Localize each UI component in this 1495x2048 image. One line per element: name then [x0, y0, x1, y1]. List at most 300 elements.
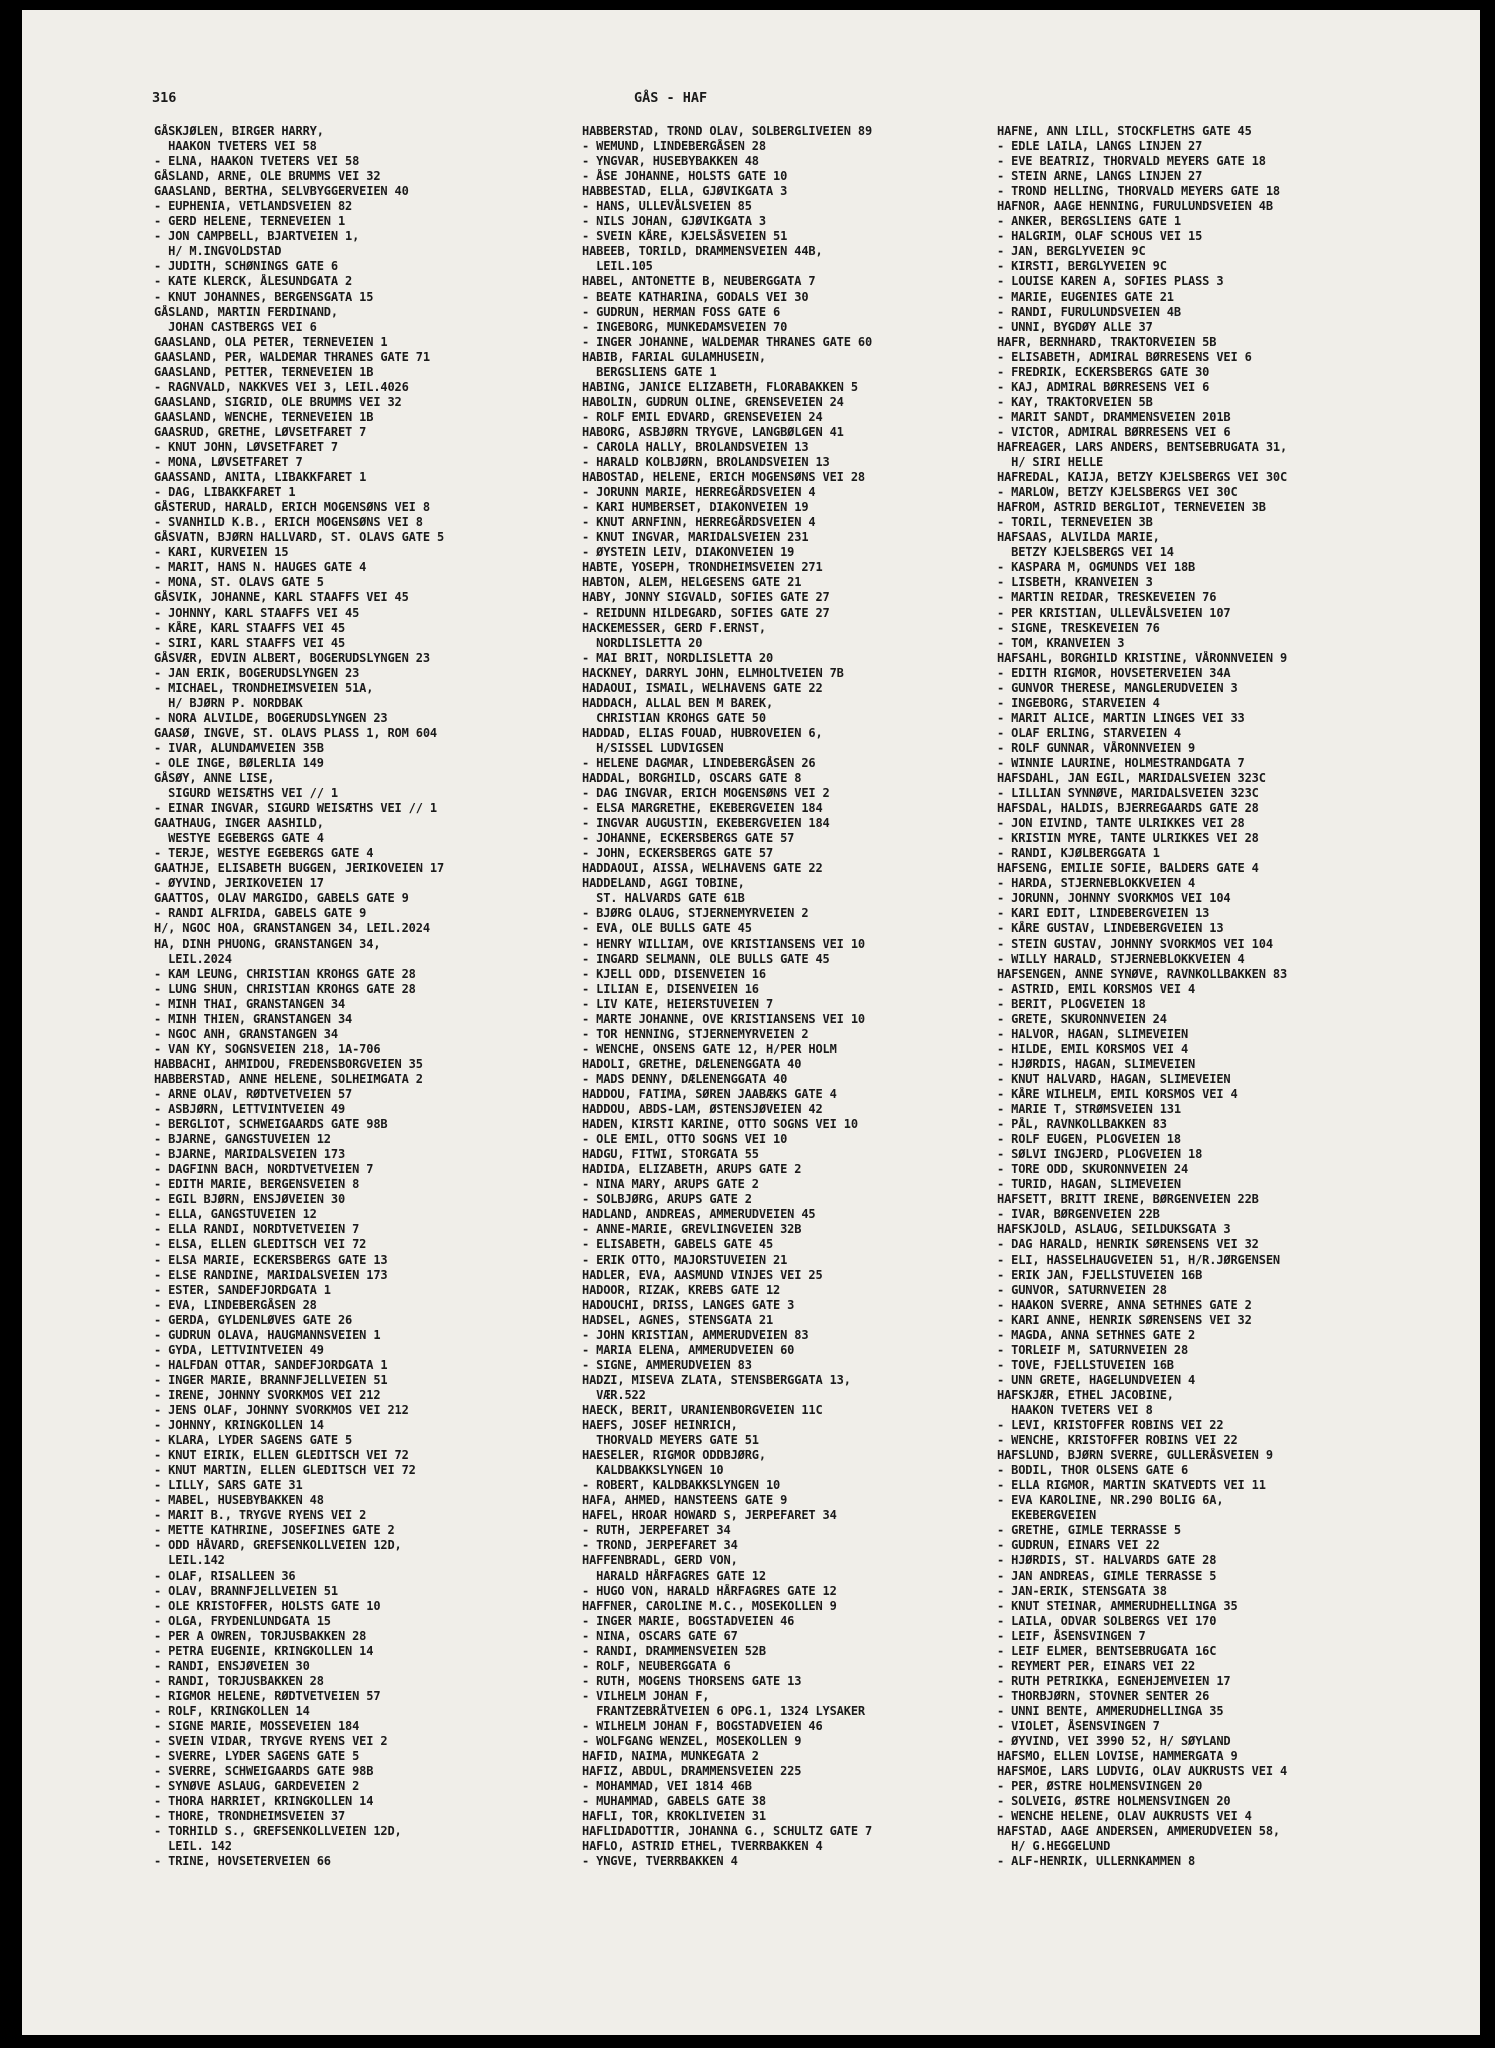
- directory-entry: - MAI BRIT, NORDLISLETTA 20: [582, 650, 774, 665]
- directory-entry: - MINH THIEN, GRANSTANGEN 34: [154, 1011, 353, 1026]
- directory-entry: - KARI HUMBERSET, DIAKONVEIEN 19: [582, 500, 809, 515]
- directory-entry: HABEL, ANTONETTE B, NEUBERGGATA 7: [582, 274, 816, 289]
- directory-entry: - INGER MARIE, BOGSTADVEIEN 46: [582, 1613, 795, 1628]
- directory-entry: - SVANHILD K.B., ERICH MOGENSØNS VEI 8: [154, 515, 423, 530]
- directory-entry: HABTON, ALEM, HELGESENS GATE 21: [582, 575, 802, 590]
- directory-entry: - CAROLA HALLY, BROLANDSVEIEN 13: [582, 439, 809, 454]
- directory-entry: HAFSDAL, HALDIS, BJERREGAARDS GATE 28: [997, 801, 1259, 816]
- directory-entry: - BJØRG OLAUG, STJERNEMYRVEIEN 2: [582, 906, 809, 921]
- directory-entry: - YNGVE, TVERRBAKKEN 4: [582, 1854, 738, 1869]
- directory-entry: - TOR HENNING, STJERNEMYRVEIEN 2: [582, 1026, 809, 1041]
- directory-entry: - KASPARA M, OGMUNDS VEI 18B: [997, 560, 1196, 575]
- directory-entry: HABING, JANICE ELIZABETH, FLORABAKKEN 5: [582, 379, 858, 394]
- directory-entry: - PETRA EUGENIE, KRINGKOLLEN 14: [154, 1643, 374, 1658]
- directory-entry: H/ G.HEGGELUND: [997, 1839, 1111, 1854]
- directory-entry: HAFSAAS, ALVILDA MARIE,: [997, 530, 1160, 545]
- directory-entry: - STEIN ARNE, LANGS LINJEN 27: [997, 169, 1203, 184]
- directory-entry: - TORLEIF M, SATURNVEIEN 28: [997, 1342, 1189, 1357]
- directory-entry: - TORE ODD, SKURONNVEIEN 24: [997, 1162, 1189, 1177]
- directory-entry: - MARIT SANDT, DRAMMENSVEIEN 201B: [997, 409, 1231, 424]
- directory-entry: - EDITH MARIE, BERGENSVEIEN 8: [154, 1177, 360, 1192]
- directory-entry: - MINH THAI, GRANSTANGEN 34: [154, 996, 346, 1011]
- directory-entry: - JOHNNY, KRINGKOLLEN 14: [154, 1418, 324, 1433]
- directory-entry: HAFA, AHMED, HANSTEENS GATE 9: [582, 1493, 788, 1508]
- directory-entry: VÆR.522: [582, 1387, 646, 1402]
- directory-entry: - JENS OLAF, JOHNNY SVORKMOS VEI 212: [154, 1402, 409, 1417]
- directory-entry: GAATTOS, OLAV MARGIDO, GABELS GATE 9: [154, 891, 409, 906]
- directory-entry: - MARTIN REIDAR, TRESKEVEIEN 76: [997, 590, 1217, 605]
- directory-entry: - MAGDA, ANNA SETHNES GATE 2: [997, 1327, 1196, 1342]
- directory-entry: - SIGNE MARIE, MOSSEVEIEN 184: [154, 1718, 360, 1733]
- directory-entry: - JOHN, ECKERSBERGS GATE 57: [582, 846, 774, 861]
- directory-entry: - ELI, HASSELHAUGVEIEN 51, H/R.JØRGENSEN: [997, 1252, 1280, 1267]
- directory-entry: - WENCHE, KRISTOFFER ROBINS VEI 22: [997, 1433, 1238, 1448]
- directory-entry: HAFSTAD, AAGE ANDERSEN, AMMERUDVEIEN 58,: [997, 1824, 1280, 1839]
- directory-entry: - IVAR, ALUNDAMVEIEN 35B: [154, 740, 324, 755]
- directory-entry: GÅSVÆR, EDVIN ALBERT, BOGERUDSLYNGEN 23: [154, 650, 430, 665]
- directory-entry: - OLE EMIL, OTTO SOGNS VEI 10: [582, 1132, 788, 1147]
- directory-entry: - EVA, OLE BULLS GATE 45: [582, 921, 752, 936]
- directory-entry: HAFSKJOLD, ASLAUG, SEILDUKSGATA 3: [997, 1222, 1231, 1237]
- directory-entry: - DAG HARALD, HENRIK SØRENSENS VEI 32: [997, 1237, 1259, 1252]
- directory-entry: - TOM, KRANVEIEN 3: [997, 635, 1125, 650]
- directory-entry: LEIL.105: [582, 259, 653, 274]
- directory-entry: - RIGMOR HELENE, RØDTVETVEIEN 57: [154, 1688, 381, 1703]
- directory-entry: - KARI, KURVEIEN 15: [154, 545, 289, 560]
- directory-entry: HAFLIDADOTTIR, JOHANNA G., SCHULTZ GATE 7: [582, 1824, 873, 1839]
- directory-entry: - KNUT ARNFINN, HERREGÅRDSVEIEN 4: [582, 515, 816, 530]
- directory-column-3: [997, 124, 1387, 1869]
- directory-entry: - BJARNE, GANGSTUVEIEN 12: [154, 1132, 331, 1147]
- directory-entry: - KAM LEUNG, CHRISTIAN KROHGS GATE 28: [154, 966, 416, 981]
- directory-entry: - TORIL, TERNEVEIEN 3B: [997, 515, 1153, 530]
- directory-entry: JOHAN CASTBERGS VEI 6: [154, 319, 317, 334]
- directory-entry: - RANDI, ENSJØVEIEN 30: [154, 1658, 310, 1673]
- directory-entry: - VILHELM JOHAN F,: [582, 1688, 710, 1703]
- directory-entry: HAFREAGER, LARS ANDERS, BENTSEBRUGATA 31,: [997, 439, 1288, 454]
- directory-entry: - KARI EDIT, LINDEBERGVEIEN 13: [997, 906, 1210, 921]
- directory-entry: GÅSVATN, BJØRN HALLVARD, ST. OLAVS GATE 5: [154, 530, 445, 545]
- directory-entry: NORDLISLETTA 20: [582, 635, 703, 650]
- directory-entry: - MARIT B., TRYGVE RYENS VEI 2: [154, 1508, 367, 1523]
- directory-entry: HADDOU, ABDS-LAM, ØSTENSJØVEIEN 42: [582, 1102, 823, 1117]
- directory-entry: - WILHELM JOHAN F, BOGSTADVEIEN 46: [582, 1718, 823, 1733]
- directory-entry: HABORG, ASBJØRN TRYGVE, LANGBØLGEN 41: [582, 424, 844, 439]
- directory-entry: - JOHANNE, ECKERSBERGS GATE 57: [582, 831, 795, 846]
- directory-entry: - HENRY WILLIAM, OVE KRISTIANSENS VEI 10: [582, 936, 865, 951]
- directory-entry: HABOLIN, GUDRUN OLINE, GRENSEVEIEN 24: [582, 394, 844, 409]
- directory-entry: - ANKER, BERGSLIENS GATE 1: [997, 214, 1181, 229]
- directory-entry: - ELLA RANDI, NORDTVETVEIEN 7: [154, 1222, 360, 1237]
- directory-entry: - INGEBORG, MUNKEDAMSVEIEN 70: [582, 319, 788, 334]
- directory-entry: HADOOR, RIZAK, KREBS GATE 12: [582, 1282, 781, 1297]
- directory-entry: HAAKON TVETERS VEI 58: [154, 139, 317, 154]
- directory-entry: - KAY, TRAKTORVEIEN 5B: [997, 394, 1153, 409]
- directory-entry: HABBERSTAD, ANNE HELENE, SOLHEIMGATA 2: [154, 1071, 423, 1086]
- directory-entry: GAATHJE, ELISABETH BUGGEN, JERIKOVEIEN 17: [154, 861, 445, 876]
- directory-entry: - INGER JOHANNE, WALDEMAR THRANES GATE 60: [582, 334, 873, 349]
- directory-entry: - HILDE, EMIL KORSMOS VEI 4: [997, 1041, 1189, 1056]
- directory-entry: HAECK, BERIT, URANIENBORGVEIEN 11C: [582, 1402, 823, 1417]
- directory-entry: - OLAF, RISALLEEN 36: [154, 1568, 296, 1583]
- directory-entry: - MARLOW, BETZY KJELSBERGS VEI 30C: [997, 485, 1238, 500]
- directory-entry: - OLAF ERLING, STARVEIEN 4: [997, 725, 1181, 740]
- directory-entry: - DAGFINN BACH, NORDTVETVEIEN 7: [154, 1162, 374, 1177]
- directory-entry: - JORUNN MARIE, HERREGÅRDSVEIEN 4: [582, 485, 816, 500]
- directory-entry: - BERIT, PLOGVEIEN 18: [997, 996, 1146, 1011]
- directory-entry: - JON CAMPBELL, BJARTVEIEN 1,: [154, 229, 360, 244]
- directory-entry: HAESELER, RIGMOR ODDBJØRG,: [582, 1448, 766, 1463]
- directory-entry: - ROLF EMIL EDVARD, GRENSEVEIEN 24: [582, 409, 823, 424]
- directory-entry: - INGER MARIE, BRANNFJELLVEIEN 51: [154, 1372, 388, 1387]
- directory-entry: - TOVE, FJELLSTUVEIEN 16B: [997, 1357, 1174, 1372]
- directory-entry: - KNUT JOHANNES, BERGENSGATA 15: [154, 289, 374, 304]
- directory-entry: H/ BJØRN P. NORDBAK: [154, 695, 303, 710]
- directory-entry: - KÅRE GUSTAV, LINDEBERGVEIEN 13: [997, 921, 1224, 936]
- directory-entry: HABBACHI, AHMIDOU, FREDENSBORGVEIEN 35: [154, 1056, 423, 1071]
- directory-entry: - TRINE, HOVSETERVEIEN 66: [154, 1854, 331, 1869]
- directory-entry: - RUTH, JERPEFARET 34: [582, 1523, 731, 1538]
- directory-entry: - JUDITH, SCHØNINGS GATE 6: [154, 259, 338, 274]
- directory-entry: - HALVOR, HAGAN, SLIMEVEIEN: [997, 1026, 1189, 1041]
- directory-column-1: [154, 124, 544, 1869]
- directory-entry: - WINNIE LAURINE, HOLMESTRANDGATA 7: [997, 755, 1245, 770]
- directory-entry: - EVA, LINDEBERGÅSEN 28: [154, 1297, 317, 1312]
- directory-entry: - WENCHE, ONSENS GATE 12, H/PER HOLM: [582, 1041, 837, 1056]
- directory-entry: - KÅRE WILHELM, EMIL KORSMOS VEI 4: [997, 1087, 1238, 1101]
- directory-entry: GÅSLAND, ARNE, OLE BRUMMS VEI 32: [154, 169, 381, 184]
- directory-entry: GAASRUD, GRETHE, LØVSETFARET 7: [154, 424, 367, 439]
- directory-entry: HAFIZ, ABDUL, DRAMMENSVEIEN 225: [582, 1764, 802, 1779]
- directory-entry: - FREDRIK, ECKERSBERGS GATE 30: [997, 364, 1210, 379]
- directory-entry: HABY, JONNY SIGVALD, SOFIES GATE 27: [582, 590, 830, 605]
- directory-entry: - THORA HARRIET, KRINGKOLLEN 14: [154, 1794, 374, 1809]
- directory-entry: - LUNG SHUN, CHRISTIAN KROHGS GATE 28: [154, 981, 416, 996]
- directory-entry: HAFLI, TOR, KROKLIVEIEN 31: [582, 1809, 766, 1824]
- directory-entry: - HANS, ULLEVÅLSVEIEN 85: [582, 199, 752, 214]
- directory-entry: - HELENE DAGMAR, LINDEBERGÅSEN 26: [582, 755, 816, 770]
- directory-entry: - MABEL, HUSEBYBAKKEN 48: [154, 1493, 324, 1508]
- directory-entry: - INGEBORG, STARVEIEN 4: [997, 695, 1160, 710]
- directory-entry: - ELLA RIGMOR, MARTIN SKATVEDTS VEI 11: [997, 1478, 1266, 1493]
- directory-entry: - HALFDAN OTTAR, SANDEFJORDGATA 1: [154, 1357, 388, 1372]
- directory-entry: - ELSA MARIE, ECKERSBERGS GATE 13: [154, 1252, 388, 1267]
- directory-entry: - NINA MARY, ARUPS GATE 2: [582, 1177, 759, 1192]
- directory-entry: - REYMERT PER, EINARS VEI 22: [997, 1658, 1196, 1673]
- directory-entry: - EDLE LAILA, LANGS LINJEN 27: [997, 139, 1203, 154]
- directory-entry: - ÅSE JOHANNE, HOLSTS GATE 10: [582, 169, 788, 184]
- directory-entry: - SIRI, KARL STAAFFS VEI 45: [154, 635, 346, 650]
- directory-entry: - WILLY HARALD, STJERNEBLOKKVEIEN 4: [997, 951, 1245, 966]
- directory-entry: - MUHAMMAD, GABELS GATE 38: [582, 1794, 766, 1809]
- directory-entry: - LEIF ELMER, BENTSEBRUGATA 16C: [997, 1643, 1217, 1658]
- directory-entry: - KJELL ODD, DISENVEIEN 16: [582, 966, 766, 981]
- directory-entry: HAFFENBRADL, GERD VON,: [582, 1553, 738, 1568]
- directory-entry: LEIL.2024: [154, 951, 232, 966]
- directory-entry: HAFNE, ANN LILL, STOCKFLETHS GATE 45: [997, 124, 1252, 138]
- directory-entry: - TORHILD S., GREFSENKOLLVEIEN 12D,: [154, 1824, 402, 1839]
- directory-entry: - VAN KY, SOGNSVEIEN 218, 1A-706: [154, 1041, 381, 1056]
- directory-entry: - ØYVIND, JERIKOVEIEN 17: [154, 876, 324, 891]
- directory-entry: HADDACH, ALLAL BEN M BAREK,: [582, 695, 774, 710]
- directory-entry: - MARIT, HANS N. HAUGES GATE 4: [154, 560, 367, 575]
- directory-entry: - RANDI ALFRIDA, GABELS GATE 9: [154, 906, 367, 921]
- directory-entry: - WOLFGANG WENZEL, MOSEKOLLEN 9: [582, 1734, 802, 1749]
- directory-entry: - JAN-ERIK, STENSGATA 38: [997, 1583, 1167, 1598]
- directory-entry: - JAN ANDREAS, GIMLE TERRASSE 5: [997, 1568, 1217, 1583]
- directory-entry: - KLARA, LYDER SAGENS GATE 5: [154, 1433, 353, 1448]
- directory-entry: - RANDI, DRAMMENSVEIEN 52B: [582, 1643, 766, 1658]
- directory-entry: - DAG INGVAR, ERICH MOGENSØNS VEI 2: [582, 786, 830, 801]
- directory-entry: HAFSENGEN, ANNE SYNØVE, RAVNKOLLBAKKEN 83: [997, 966, 1288, 981]
- directory-entry: - MONA, LØVSETFARET 7: [154, 455, 303, 470]
- directory-entry: - SVEIN KÅRE, KJELSÅSVEIEN 51: [582, 229, 788, 244]
- directory-entry: - MOHAMMAD, VEI 1814 46B: [582, 1779, 752, 1794]
- directory-entry: HADDAD, ELIAS FOUAD, HUBROVEIEN 6,: [582, 725, 823, 740]
- directory-entry: HACKEMESSER, GERD F.ERNST,: [582, 620, 766, 635]
- directory-entry: - RAGNVALD, NAKKVES VEI 3, LEIL.4026: [154, 379, 409, 394]
- directory-entry: HAFNOR, AAGE HENNING, FURULUNDSVEIEN 4B: [997, 199, 1273, 214]
- directory-entry: HAFSETT, BRITT IRENE, BØRGENVEIEN 22B: [997, 1192, 1259, 1207]
- directory-entry: - TERJE, WESTYE EGEBERGS GATE 4: [154, 846, 374, 861]
- directory-entry: - MARIT ALICE, MARTIN LINGES VEI 33: [997, 710, 1245, 725]
- directory-entry: HAFSMOE, LARS LUDVIG, OLAV AUKRUSTS VEI 4: [997, 1764, 1288, 1779]
- directory-entry: HAFFNER, CAROLINE M.C., MOSEKOLLEN 9: [582, 1598, 837, 1613]
- directory-entry: GAASSAND, ANITA, LIBAKKFARET 1: [154, 470, 367, 485]
- directory-entry: - IRENE, JOHNNY SVORKMOS VEI 212: [154, 1387, 381, 1402]
- directory-entry: HAFSKJÆR, ETHEL JACOBINE,: [997, 1387, 1174, 1402]
- directory-entry: - LILLIAN SYNNØVE, MARIDALSVEIEN 323C: [997, 786, 1259, 801]
- directory-entry: - WENCHE HELENE, OLAV AUKRUSTS VEI 4: [997, 1809, 1252, 1824]
- directory-entry: - EVA KAROLINE, NR.290 BOLIG 6A,: [997, 1493, 1224, 1508]
- directory-entry: - HUGO VON, HARALD HÅRFAGRES GATE 12: [582, 1583, 837, 1598]
- directory-entry: - SØLVI INGJERD, PLOGVEIEN 18: [997, 1147, 1203, 1162]
- directory-entry: - OLAV, BRANNFJELLVEIEN 51: [154, 1583, 338, 1598]
- directory-entry: HABBERSTAD, TROND OLAV, SOLBERGLIVEIEN 89: [582, 124, 873, 138]
- directory-entry: - HARALD KOLBJØRN, BROLANDSVEIEN 13: [582, 455, 830, 470]
- directory-entry: - SVEIN VIDAR, TRYGVE RYENS VEI 2: [154, 1734, 388, 1749]
- directory-entry: - INGVAR AUGUSTIN, EKEBERGVEIEN 184: [582, 816, 830, 831]
- directory-entry: - TURID, HAGAN, SLIMEVEIEN: [997, 1177, 1181, 1192]
- directory-entry: - ROLF, NEUBERGGATA 6: [582, 1658, 731, 1673]
- directory-entry: - BERGLIOT, SCHWEIGAARDS GATE 98B: [154, 1117, 388, 1132]
- directory-entry: GAASLAND, BERTHA, SELVBYGGERVEIEN 40: [154, 184, 409, 199]
- directory-entry: - LEIF, ÅSENSVINGEN 7: [997, 1628, 1146, 1643]
- directory-entry: - MICHAEL, TRONDHEIMSVEIEN 51A,: [154, 680, 374, 695]
- directory-entry: HADOUCHI, DRISS, LANGES GATE 3: [582, 1297, 795, 1312]
- directory-entry: HAFSMO, ELLEN LOVISE, HAMMERGATA 9: [997, 1749, 1238, 1764]
- directory-entry: HADIDA, ELIZABETH, ARUPS GATE 2: [582, 1162, 802, 1177]
- directory-entry: - NGOC ANH, GRANSTANGEN 34: [154, 1026, 338, 1041]
- directory-entry: - ANNE-MARIE, GREVLINGVEIEN 32B: [582, 1222, 802, 1237]
- directory-entry: HARALD HÅRFAGRES GATE 12: [582, 1568, 766, 1583]
- directory-entry: - TROND, JERPEFARET 34: [582, 1538, 738, 1553]
- directory-entry: - GRETHE, GIMLE TERRASSE 5: [997, 1523, 1181, 1538]
- directory-entry: WESTYE EGEBERGS GATE 4: [154, 831, 324, 846]
- directory-entry: - KNUT HALVARD, HAGAN, SLIMEVEIEN: [997, 1071, 1231, 1086]
- page-number: 316: [152, 90, 177, 106]
- directory-entry: - KIRSTI, BERGLYVEIEN 9C: [997, 259, 1167, 274]
- directory-entry: HAFSLUND, BJØRN SVERRE, GULLERÅSVEIEN 9: [997, 1448, 1273, 1463]
- directory-entry: - PER, ØSTRE HOLMENSVINGEN 20: [997, 1779, 1203, 1794]
- directory-entry: - MARIE, EUGENIES GATE 21: [997, 289, 1174, 304]
- directory-entry: HADLER, EVA, AASMUND VINJES VEI 25: [582, 1267, 823, 1282]
- directory-entry: - SVERRE, SCHWEIGAARDS GATE 98B: [154, 1764, 374, 1779]
- directory-entry: HAFSAHL, BORGHILD KRISTINE, VÅRONNVEIEN 9: [997, 650, 1288, 665]
- directory-entry: THORVALD MEYERS GATE 51: [582, 1433, 759, 1448]
- directory-entry: - ELISABETH, GABELS GATE 45: [582, 1237, 774, 1252]
- directory-entry: - KNUT MARTIN, ELLEN GLEDITSCH VEI 72: [154, 1463, 416, 1478]
- directory-entry: - THORE, TRONDHEIMSVEIEN 37: [154, 1809, 346, 1824]
- directory-entry: BERGSLIENS GATE 1: [582, 364, 717, 379]
- directory-entry: - STEIN GUSTAV, JOHNNY SVORKMOS VEI 104: [997, 936, 1273, 951]
- directory-entry: - KNUT INGVAR, MARIDALSVEIEN 231: [582, 530, 809, 545]
- directory-entry: - EVE BEATRIZ, THORVALD MEYERS GATE 18: [997, 154, 1266, 169]
- directory-entry: - RUTH, MOGENS THORSENS GATE 13: [582, 1673, 802, 1688]
- directory-entry: - KRISTIN MYRE, TANTE ULRIKKES VEI 28: [997, 831, 1259, 846]
- directory-entry: - HAAKON SVERRE, ANNA SETHNES GATE 2: [997, 1297, 1252, 1312]
- directory-entry: HABOSTAD, HELENE, ERICH MOGENSØNS VEI 28: [582, 470, 865, 485]
- directory-entry: KALDBAKKSLYNGEN 10: [582, 1463, 724, 1478]
- directory-entry: - DAG, LIBAKKFARET 1: [154, 485, 296, 500]
- directory-entry: HADOLI, GRETHE, DÆLENENGGATA 40: [582, 1056, 802, 1071]
- directory-entry: - BODIL, THOR OLSENS GATE 6: [997, 1463, 1189, 1478]
- directory-entry: HACKNEY, DARRYL JOHN, ELMHOLTVEIEN 7B: [582, 665, 844, 680]
- directory-entry: - ELSA, ELLEN GLEDITSCH VEI 72: [154, 1237, 367, 1252]
- directory-entry: - PER A OWREN, TORJUSBAKKEN 28: [154, 1628, 367, 1643]
- directory-entry: GÅSØY, ANNE LISE,: [154, 771, 275, 786]
- directory-entry: - ELSA MARGRETHE, EKEBERGVEIEN 184: [582, 801, 823, 816]
- directory-entry: - METTE KATHRINE, JOSEFINES GATE 2: [154, 1523, 395, 1538]
- directory-entry: HAFSENG, EMILIE SOFIE, BALDERS GATE 4: [997, 861, 1259, 876]
- directory-entry: - SIGNE, TRESKEVEIEN 76: [997, 620, 1160, 635]
- directory-page: [22, 10, 1480, 2035]
- directory-entry: HAFR, BERNHARD, TRAKTORVEIEN 5B: [997, 334, 1217, 349]
- directory-entry: - KARI ANNE, HENRIK SØRENSENS VEI 32: [997, 1312, 1252, 1327]
- directory-entry: - BJARNE, MARIDALSVEIEN 173: [154, 1147, 346, 1162]
- directory-entry: - ERIK OTTO, MAJORSTUVEIEN 21: [582, 1252, 788, 1267]
- directory-entry: HABTE, YOSEPH, TRONDHEIMSVEIEN 271: [582, 560, 823, 575]
- directory-entry: - ELISABETH, ADMIRAL BØRRESENS VEI 6: [997, 349, 1252, 364]
- directory-entry: HABIB, FARIAL GULAMHUSEIN,: [582, 349, 766, 364]
- directory-entry: H/ M.INGVOLDSTAD: [154, 244, 282, 259]
- directory-entry: - PÅL, RAVNKOLLBAKKEN 83: [997, 1117, 1167, 1132]
- directory-entry: - JOHNNY, KARL STAAFFS VEI 45: [154, 605, 360, 620]
- directory-entry: - EUPHENIA, VETLANDSVEIEN 82: [154, 199, 353, 214]
- directory-entry: GÅSKJØLEN, BIRGER HARRY,: [154, 124, 324, 138]
- directory-entry: HAFEL, HROAR HOWARD S, JERPEFARET 34: [582, 1508, 837, 1523]
- directory-entry: GÅSVIK, JOHANNE, KARL STAAFFS VEI 45: [154, 590, 409, 605]
- directory-entry: - UNNI BENTE, AMMERUDHELLINGA 35: [997, 1703, 1224, 1718]
- directory-entry: HADGU, FITWI, STORGATA 55: [582, 1147, 759, 1162]
- directory-entry: - ERIK JAN, FJELLSTUVEIEN 16B: [997, 1267, 1203, 1282]
- directory-entry: HAFREDAL, KAIJA, BETZY KJELSBERGS VEI 30C: [997, 470, 1288, 485]
- directory-entry: - BEATE KATHARINA, GODALS VEI 30: [582, 289, 809, 304]
- directory-entry: HADDAL, BORGHILD, OSCARS GATE 8: [582, 771, 802, 786]
- directory-entry: - MONA, ST. OLAVS GATE 5: [154, 575, 324, 590]
- directory-entry: HAFROM, ASTRID BERGLIOT, TERNEVEIEN 3B: [997, 500, 1266, 515]
- directory-entry: - ESTER, SANDEFJORDGATA 1: [154, 1282, 331, 1297]
- directory-entry: - GRETE, SKURONNVEIEN 24: [997, 1011, 1167, 1026]
- directory-entry: - RUTH PETRIKKA, EGNEHJEMVEIEN 17: [997, 1673, 1231, 1688]
- directory-entry: - KNUT JOHN, LØVSETFARET 7: [154, 439, 338, 454]
- directory-entry: - MARIA ELENA, AMMERUDVEIEN 60: [582, 1342, 795, 1357]
- directory-entry: - RANDI, FURULUNDSVEIEN 4B: [997, 304, 1181, 319]
- directory-entry: - EINAR INGVAR, SIGURD WEISÆTHS VEI // 1: [154, 801, 437, 816]
- directory-entry: - GUDRUN, EINARS VEI 22: [997, 1538, 1160, 1553]
- directory-entry: HADDAOUI, AISSA, WELHAVENS GATE 22: [582, 861, 823, 876]
- directory-entry: - NILS JOHAN, GJØVIKGATA 3: [582, 214, 766, 229]
- page-range-header: GÅS - HAF: [634, 90, 708, 106]
- directory-entry: - JAN ERIK, BOGERUDSLYNGEN 23: [154, 665, 360, 680]
- directory-entry: LEIL. 142: [154, 1839, 232, 1854]
- directory-entry: GAASLAND, OLA PETER, TERNEVEIEN 1: [154, 334, 388, 349]
- directory-entry: GAASLAND, SIGRID, OLE BRUMMS VEI 32: [154, 394, 402, 409]
- directory-entry: - RANDI, KJØLBERGGATA 1: [997, 846, 1160, 861]
- directory-entry: - ASBJØRN, LETTVINTVEIEN 49: [154, 1102, 346, 1117]
- directory-entry: - ELLA, GANGSTUVEIEN 12: [154, 1207, 317, 1222]
- directory-entry: - MARIE T, STRØMSVEIEN 131: [997, 1102, 1181, 1117]
- directory-entry: - WEMUND, LINDEBERGÅSEN 28: [582, 139, 766, 154]
- directory-entry: GAASLAND, WENCHE, TERNEVEIEN 1B: [154, 409, 374, 424]
- directory-entry: EKEBERGVEIEN: [997, 1508, 1097, 1523]
- directory-entry: HAEFS, JOSEF HEINRICH,: [582, 1418, 738, 1433]
- directory-entry: - JOHN KRISTIAN, AMMERUDVEIEN 83: [582, 1327, 809, 1342]
- directory-entry: - LOUISE KAREN A, SOFIES PLASS 3: [997, 274, 1224, 289]
- directory-entry: HAFID, NAIMA, MUNKEGATA 2: [582, 1749, 759, 1764]
- directory-entry: - EDITH RIGMOR, HOVSETERVEIEN 34A: [997, 665, 1231, 680]
- directory-entry: - GUNVOR, SATURNVEIEN 28: [997, 1282, 1167, 1297]
- directory-entry: - ARNE OLAV, RØDTVETVEIEN 57: [154, 1087, 353, 1101]
- directory-entry: - JON EIVIND, TANTE ULRIKKES VEI 28: [997, 816, 1245, 831]
- directory-entry: - NORA ALVILDE, BOGERUDSLYNGEN 23: [154, 710, 388, 725]
- directory-entry: - SOLVEIG, ØSTRE HOLMENSVINGEN 20: [997, 1794, 1231, 1809]
- directory-entry: - KATE KLERCK, ÅLESUNDGATA 2: [154, 274, 353, 289]
- directory-entry: - OLE KRISTOFFER, HOLSTS GATE 10: [154, 1598, 381, 1613]
- directory-entry: FRANTZEBRÅTVEIEN 6 OPG.1, 1324 LYSAKER: [582, 1703, 865, 1718]
- directory-entry: - JAN, BERGLYVEIEN 9C: [997, 244, 1146, 259]
- directory-entry: - SOLBJØRG, ARUPS GATE 2: [582, 1192, 752, 1207]
- directory-entry: HABBESTAD, ELLA, GJØVIKGATA 3: [582, 184, 788, 199]
- directory-entry: - ØYSTEIN LEIV, DIAKONVEIEN 19: [582, 545, 795, 560]
- directory-entry: HADSEL, AGNES, STENSGATA 21: [582, 1312, 774, 1327]
- directory-entry: HADEN, KIRSTI KARINE, OTTO SOGNS VEI 10: [582, 1117, 858, 1132]
- directory-entry: H/SISSEL LUDVIGSEN: [582, 740, 724, 755]
- directory-entry: - MADS DENNY, DÆLENENGGATA 40: [582, 1071, 788, 1086]
- directory-entry: - JORUNN, JOHNNY SVORKMOS VEI 104: [997, 891, 1231, 906]
- directory-entry: GÅSTERUD, HARALD, ERICH MOGENSØNS VEI 8: [154, 500, 430, 515]
- directory-entry: - GUNVOR THERESE, MANGLERUDVEIEN 3: [997, 680, 1238, 695]
- directory-entry: - LILLY, SARS GATE 31: [154, 1478, 303, 1493]
- directory-entry: GAATHAUG, INGER AASHILD,: [154, 816, 324, 831]
- directory-entry: - GUDRUN OLAVA, HAUGMANNSVEIEN 1: [154, 1327, 381, 1342]
- directory-entry: - HJØRDIS, ST. HALVARDS GATE 28: [997, 1553, 1217, 1568]
- directory-entry: HABEEB, TORILD, DRAMMENSVEIEN 44B,: [582, 244, 823, 259]
- directory-entry: - REIDUNN HILDEGARD, SOFIES GATE 27: [582, 605, 830, 620]
- directory-entry: - YNGVAR, HUSEBYBAKKEN 48: [582, 154, 759, 169]
- directory-entry: HADZI, MISEVA ZLATA, STENSBERGGATA 13,: [582, 1372, 851, 1387]
- directory-entry: - OLE INGE, BØLERLIA 149: [154, 755, 324, 770]
- directory-entry: - LIV KATE, HEIERSTUVEIEN 7: [582, 996, 774, 1011]
- directory-entry: - LISBETH, KRANVEIEN 3: [997, 575, 1153, 590]
- directory-entry: - GYDA, LETTVINTVEIEN 49: [154, 1342, 324, 1357]
- directory-entry: - ALF-HENRIK, ULLERNKAMMEN 8: [997, 1854, 1196, 1869]
- directory-entry: - GERDA, GYLDENLØVES GATE 26: [154, 1312, 353, 1327]
- directory-entry: - SIGNE, AMMERUDVEIEN 83: [582, 1357, 752, 1372]
- directory-entry: - ASTRID, EMIL KORSMOS VEI 4: [997, 981, 1196, 996]
- directory-entry: BETZY KJELSBERGS VEI 14: [997, 545, 1174, 560]
- directory-entry: - PER KRISTIAN, ULLEVÅLSVEIEN 107: [997, 605, 1231, 620]
